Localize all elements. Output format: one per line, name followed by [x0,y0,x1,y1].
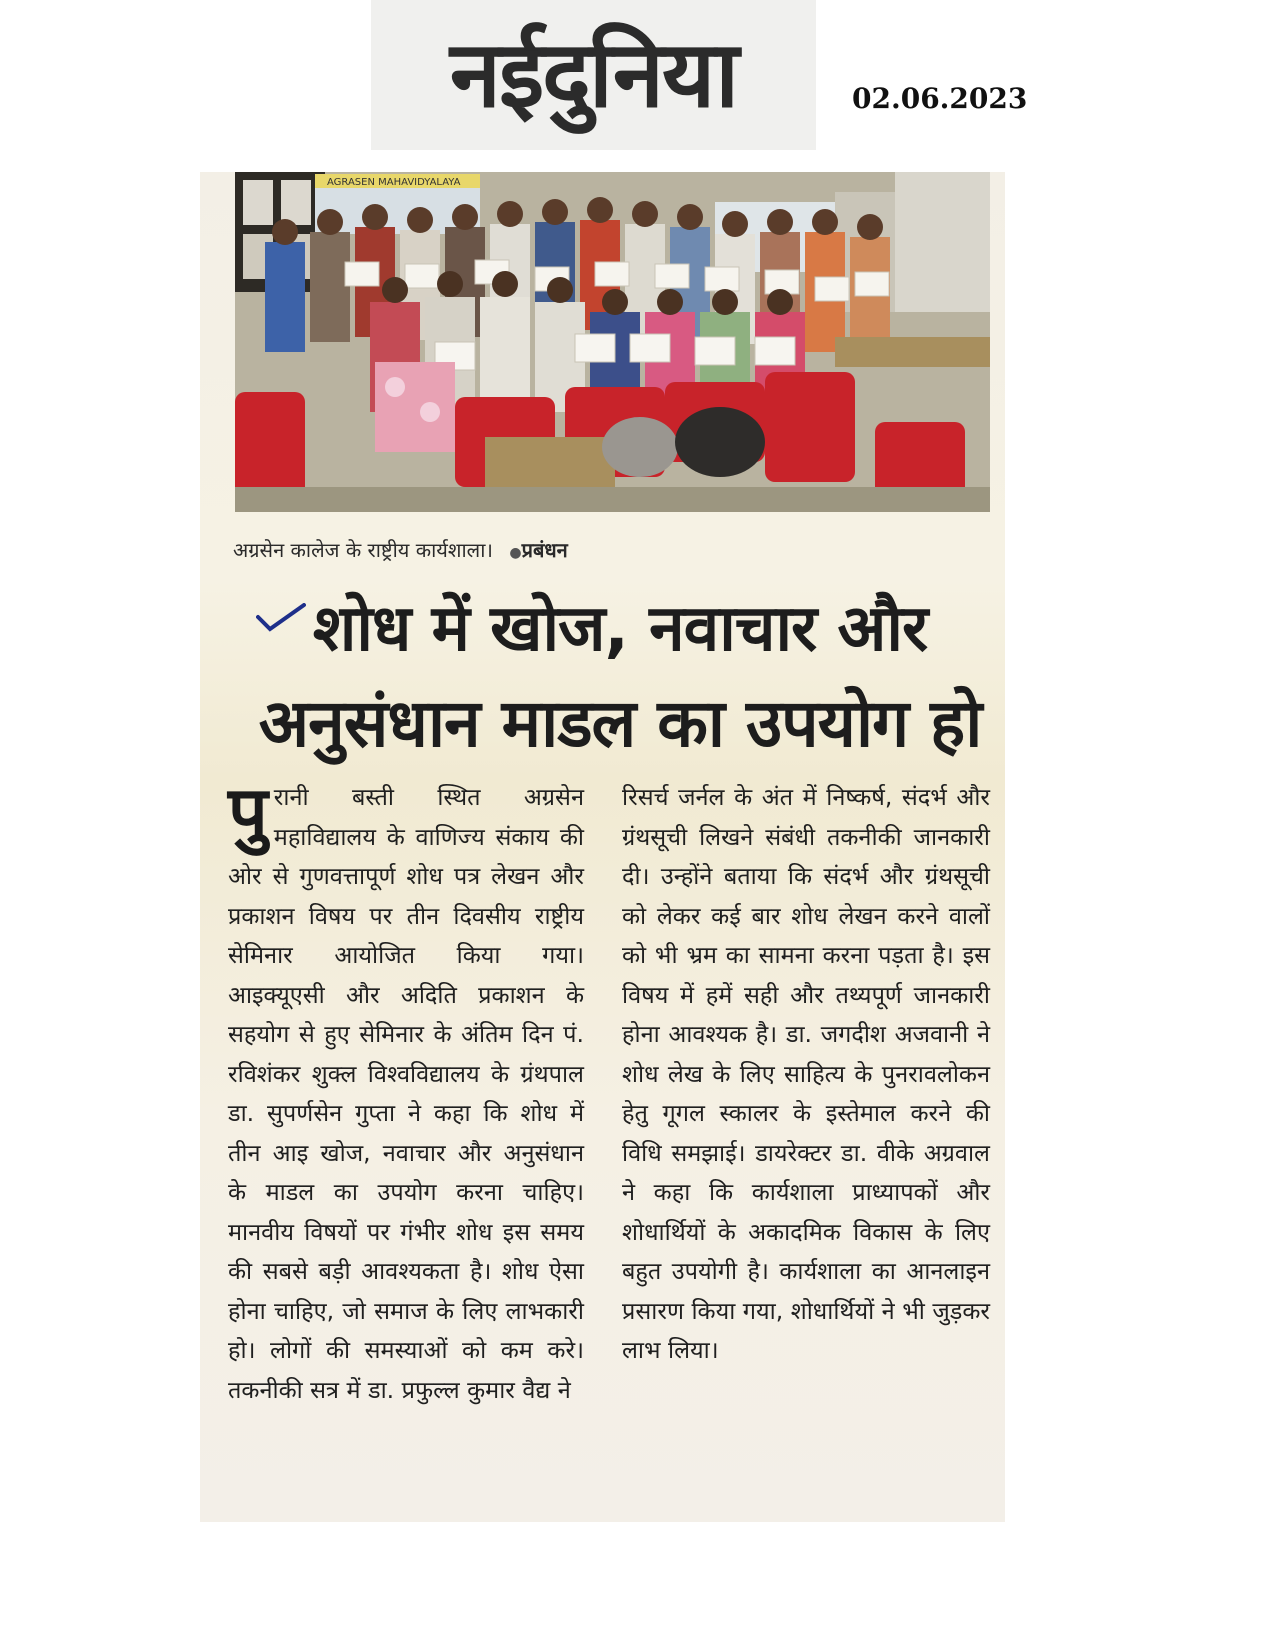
banner-text: AGRASEN MAHAVIDYALAYA [327,177,461,188]
publication-date: 02.06.2023 [852,82,1028,115]
article-column-right [622,778,990,1371]
photo-caption [233,536,568,563]
camera-icon: ● [509,545,522,561]
photo-credit: प्रबंधन [521,538,568,562]
left-column-text: रानी बस्ती स्थित अग्रसेन महाविद्यालय के वाणिज्य संकाय की ओर से गुणवत्तापूर्ण शोध पत्र लेखन और प्रकाशन विषय पर तीन दिवसीय राष्ट्रीय सेमिनार आयोजित किया गया। आइक्यूएसी और अदिति प्रकाशन के सहयोग से हुए सेमिनार के अंतिम दिन पं. रविशंकर शुक्ल विश्वविद्यालय के ग्रंथपाल डा. सुपर्णसेन गुप्ता ने कहा कि शोध में तीन आइ खोज, नवाचार और अनुसंधान के माडल का उपयोग करना चाहिए। मानवीय विषयों पर गंभीर शोध इस समय की सबसे बड़ी आवश्यकता है। शोध ऐसा होना चाहिए, जो समाज के लिए लाभकारी हो। लोगों की समस्याओं को कम करे। तकनीकी सत्र में डा. प्रफुल्ल कुमार वैद्य ने [228,783,584,1404]
headline-line-2: अनुसंधान माडल का उपयोग हो [258,685,982,762]
article-column-left [228,771,584,1410]
masthead-name: नईदुनिया [449,21,738,128]
right-column-text: रिसर्च जर्नल के अंत में निष्कर्ष, संदर्भ और ग्रंथसूची लिखने संबंधी तकनीकी जानकारी दी। उन्होंने बताया कि संदर्भ और ग्रंथसूची को लेकर कई बार शोध लेखन करने वालों को भी भ्रम का सामना करना पड़ता है। इस विषय में हमें सही और तथ्यपूर्ण जानकारी होना आवश्यक है। डा. जगदीश अजवानी ने शोध लेख के लिए साहित्य के पुनरावलोकन हेतु गूगल स्कालर के इस्तेमाल करने की विधि समझाई। डायरेक्टर डा. वीके अग्रवाल ने कहा कि कार्यशाला प्राध्यापकों और शोधार्थियों के अकादमिक विकास के लिए बहुत उपयोगी है। कार्यशाला का आनलाइन प्रसारण किया गया, शोधार्थियों ने भी जुड़कर लाभ लिया। [622,783,990,1364]
group-photo [235,172,990,512]
newspaper-masthead [371,0,816,150]
headline-line-1: शोध में खोज, नवाचार और [312,592,928,666]
drop-cap: पु [228,771,268,853]
caption-text: अग्रसेन कालेज के राष्ट्रीय कार्यशाला। [233,538,493,562]
